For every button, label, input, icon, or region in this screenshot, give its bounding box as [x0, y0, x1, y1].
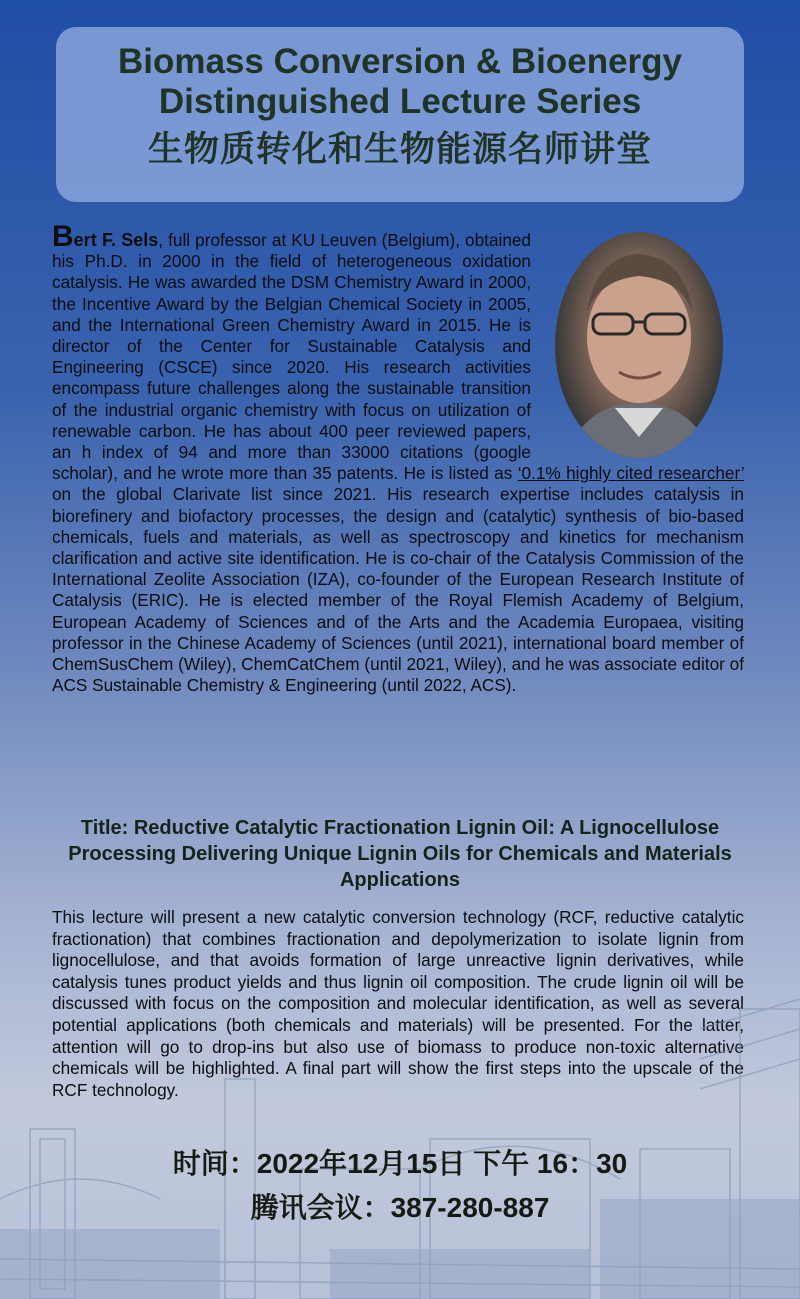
title-banner: [56, 27, 744, 202]
lecture-abstract: This lecture will present a new catalytic conversion technology (RCF, reductive catalytic fractionation) that combines fractionation and depolymerization to isolate lignin from lignocellulose, and that avoids formation of large unreactive lignin derivatives, while catalysis tunes product yields and thus lignin oil composition. The crude lignin oil will be discussed with focus on the composition and molecular identification, as well as several potential applications (both chemicals and materials) will be presented. For the latter, attention will go to drop-ins but also use of biomass to produce non-toxic alternative chemicals will be highlighted. A final part will show the first steps into the upscale of the RCF technology.: [52, 907, 744, 1100]
bio-text-part2: on the global Clarivate list since 2021. His research expertise includes catalysis in biorefinery and biofactory processes, the design and (catalytic) synthesis of bio-based chemicals, fuels and materials, as well as spectroscopy and kinetics for mechanism clarification and active site identification. He is co-chair of the Catalysis Commission of the International Zeolite Association (IZA), co-founder of the European Research Institute of Catalysis (ERIC). He is elected member of the Royal Flemish Academy of Belgium, European Academy of Sciences and of the Arts and the Academia Europaea, visiting professor in the Chinese Academy of Sciences (until 2021), international board member of ChemSusChem (Wiley), ChemCatChem (until 2021, Wiley), and he was associate editor of ACS Sustainable Chemistry & Engineering (until 2022, ACS).: [52, 484, 744, 696]
bio-text-part1: , full professor at KU Leuven (Belgium), obtained his Ph.D. in 2000 in the field of heterogeneous oxidation catalysis. He was awarded the DSM Chemistry Award in 2000, the Incentive Award by the Belgian Chemical Society in 2005, and the International Green Chemistry Award in 2015. He is director of the Center for Sustainable Catalysis and Engineering (CSCE) since 2020. His research activities encompass future challenges along the sustainable transition of the industrial organic chemistry with focus on utilization of renewable carbon. He has about 400 peer reviewed papers, an h index of 94 and more than 33000 citations (google scholar), and he wrote more than 35 patents. He is listed as: [52, 230, 531, 484]
highly-cited-highlight: ‘0.1% highly cited researcher’: [517, 463, 744, 484]
series-title-zh: 生物质转化和生物能源名师讲堂: [147, 130, 652, 169]
speaker-bio: [52, 220, 744, 696]
speaker-name: ert F. Sels: [73, 230, 159, 250]
lecture-title: Title: Reductive Catalytic Fractionation Lignin Oil: A Lignocellulose Processing Delivering Unique Lignin Oils for Chemicals and Materials Applications: [68, 817, 732, 891]
bio-drop-letter: B: [52, 220, 74, 253]
event-time: 时间：2022年12月15日 下午 16：30: [172, 1148, 628, 1179]
event-info: [130, 1142, 670, 1230]
series-title-line2: Distinguished Lecture Series: [158, 82, 642, 121]
series-title-line1: Biomass Conversion & Bioenergy: [117, 42, 683, 81]
portrait-spacer: [539, 227, 744, 457]
meeting-id: 腾讯会议：387-280-887: [250, 1192, 550, 1223]
series-title-en: [56, 42, 744, 122]
